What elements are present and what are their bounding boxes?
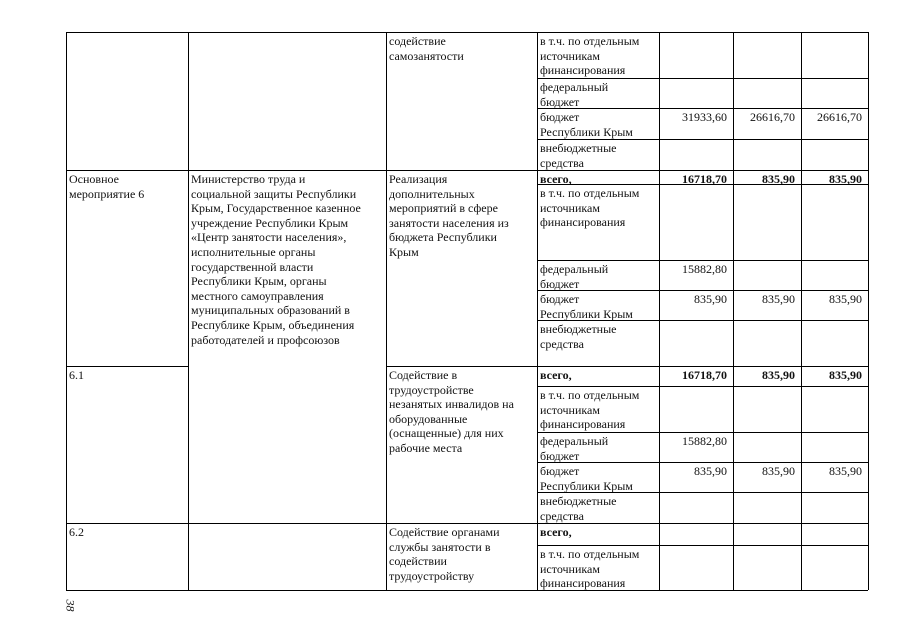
- amount-cell: 835,90: [829, 464, 862, 478]
- task-cell: 6.1: [69, 368, 84, 382]
- amount-cell: 26616,70: [817, 110, 862, 124]
- amount-cell: 16718,70: [682, 172, 727, 184]
- amount-cell: 835,90: [694, 464, 727, 478]
- amount-cell: [801, 184, 868, 260]
- amount-cell: [801, 139, 868, 170]
- amount-cell: [733, 545, 801, 590]
- table-border: [868, 32, 869, 590]
- amount-cell: 15882,80: [682, 262, 727, 276]
- funding-source-cell: в т.ч. по отдельным источникам финансирования: [540, 388, 640, 432]
- executor-cell: [188, 32, 386, 170]
- funding-source-cell: всего,: [540, 525, 572, 539]
- funding-source-cell: в т.ч. по отдельным источникам финансирования: [540, 547, 640, 590]
- amount-cell: [733, 32, 801, 78]
- amount-cell: [733, 523, 801, 545]
- amount-cell: [733, 320, 801, 366]
- funding-source-cell: федеральный бюджет: [540, 262, 609, 290]
- amount-cell: [733, 492, 801, 523]
- amount-cell: [733, 139, 801, 170]
- amount-cell: [659, 492, 733, 523]
- task-cell: Основное мероприятие 6: [69, 172, 145, 201]
- amount-cell: [733, 78, 801, 108]
- amount-cell: [801, 260, 868, 290]
- amount-cell: 835,90: [762, 172, 795, 184]
- amount-cell: [659, 139, 733, 170]
- amount-cell: [801, 492, 868, 523]
- funding-source-cell: внебюджетные средства: [540, 322, 617, 351]
- measure-cell: содействие самозанятости: [389, 34, 464, 63]
- amount-cell: 835,90: [694, 292, 727, 306]
- amount-cell: 26616,70: [750, 110, 795, 124]
- funding-source-cell: в т.ч. по отдельным источникам финансирования: [540, 186, 640, 230]
- measure-cell: Реализация дополнительных мероприятий в сфере занятости населения из бюджета Республики Крым: [389, 172, 509, 259]
- amount-cell: [733, 260, 801, 290]
- amount-cell: 31933,60: [682, 110, 727, 124]
- amount-cell: [659, 386, 733, 432]
- measure-cell: Содействие органами службы занятости в содействии трудоустройству: [389, 525, 500, 583]
- funding-source-cell: всего,: [540, 172, 572, 184]
- amount-cell: [733, 386, 801, 432]
- amount-cell: 835,90: [829, 368, 862, 382]
- funding-source-cell: всего,: [540, 368, 572, 382]
- amount-cell: 16718,70: [682, 368, 727, 382]
- measure-cell: Содействие в трудоустройстве незанятых инвалидов на оборудованные (оснащенные) для них рабочие места: [389, 368, 514, 455]
- executor-cell: Министерство труда и социальной защиты Республики Крым, Государственное казенное учреждение Республики Крым «Центр занятости населения», исполнительные органы государственной власти Республики Крым, органы местного самоуправления муниципальных образований в Республике Крым, объединения работодателей и профсоюзов: [191, 172, 361, 347]
- funding-source-cell: бюджет Республики Крым: [540, 110, 633, 139]
- amount-cell: [801, 432, 868, 462]
- funding-source-cell: внебюджетные средства: [540, 494, 617, 523]
- amount-cell: [733, 432, 801, 462]
- task-cell: 6.2: [69, 525, 84, 539]
- amount-cell: [801, 320, 868, 366]
- funding-source-cell: бюджет Республики Крым: [540, 292, 633, 320]
- amount-cell: 15882,80: [682, 434, 727, 448]
- amount-cell: 835,90: [829, 292, 862, 306]
- amount-cell: 835,90: [829, 172, 862, 184]
- amount-cell: [659, 32, 733, 78]
- amount-cell: [659, 184, 733, 260]
- amount-cell: [733, 184, 801, 260]
- amount-cell: [659, 523, 733, 545]
- amount-cell: [801, 523, 868, 545]
- amount-cell: [801, 386, 868, 432]
- amount-cell: [801, 545, 868, 590]
- amount-cell: 835,90: [762, 368, 795, 382]
- funding-source-cell: в т.ч. по отдельным источникам финансирования: [540, 34, 640, 78]
- funding-source-cell: федеральный бюджет: [540, 80, 609, 108]
- task-cell: [66, 32, 188, 170]
- table-border: [66, 590, 868, 591]
- funding-source-cell: бюджет Республики Крым: [540, 464, 633, 492]
- funding-source-cell: федеральный бюджет: [540, 434, 609, 462]
- page-number-mark: 38: [63, 599, 78, 612]
- executor-cell: [188, 523, 386, 590]
- amount-cell: 835,90: [762, 292, 795, 306]
- amount-cell: [659, 545, 733, 590]
- amount-cell: [801, 78, 868, 108]
- amount-cell: 835,90: [762, 464, 795, 478]
- amount-cell: [659, 78, 733, 108]
- funding-source-cell: внебюджетные средства: [540, 141, 617, 170]
- amount-cell: [659, 320, 733, 366]
- amount-cell: [801, 32, 868, 78]
